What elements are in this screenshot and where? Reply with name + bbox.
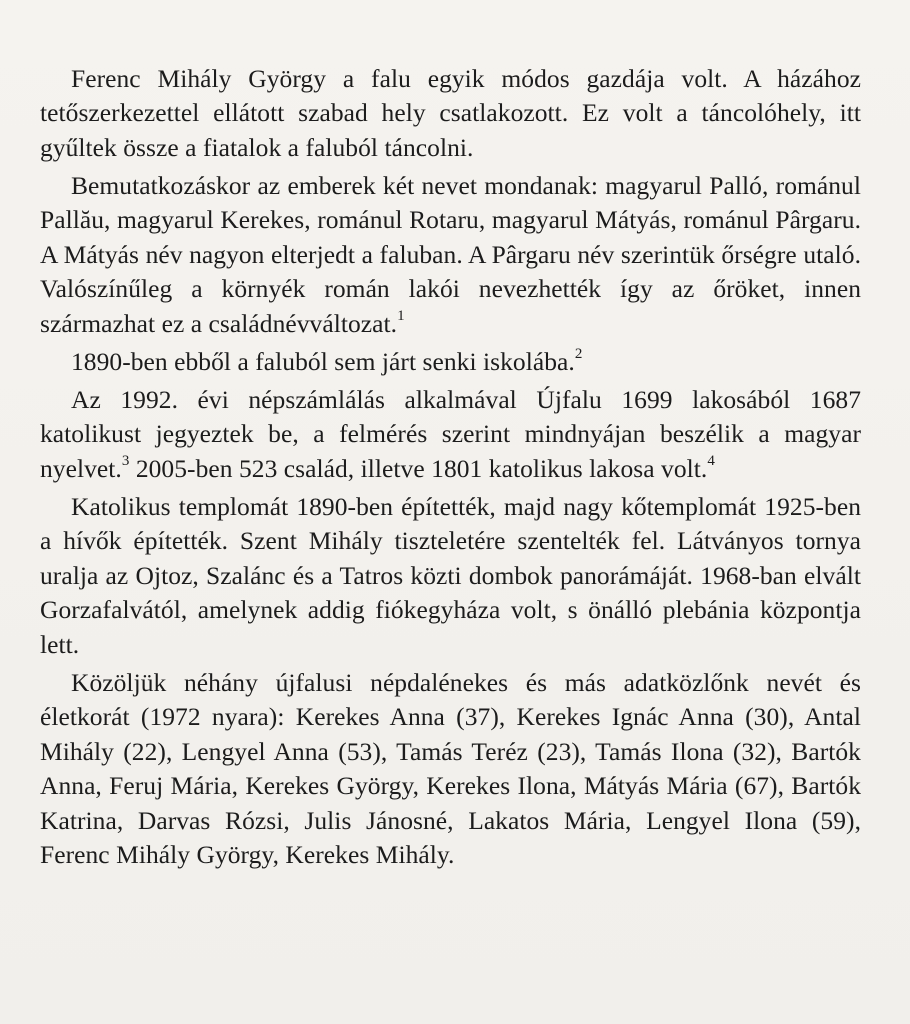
footnote-marker: 1 bbox=[397, 308, 405, 325]
paragraph-text: Bemutatkozáskor az emberek két nevet mondanak: magyarul Palló, románul Pallău, magyarul Kerekes, románul Rotaru, magyarul Mátyás, románul Pârgaru. A Mátyás név nagyon elterjedt a faluban. A Pârgaru név szerintük őrségre utaló. Valószínűleg a környék román lakói nevezhették így az őröket, innen származhat ez a családnévváltozat. bbox=[40, 171, 861, 338]
paragraph bbox=[40, 383, 861, 486]
footnote-marker: 2 bbox=[574, 346, 583, 363]
paragraph bbox=[40, 490, 861, 662]
paragraph bbox=[40, 345, 861, 379]
paragraph-text: 2005-ben 523 család, illetve 1801 katolikus lakosa volt. bbox=[129, 453, 708, 483]
paragraph-text: Katolikus templomát 1890-ben építették, majd nagy kőtemplomát 1925-ben a hívők építették. Szent Mihály tiszteletére szentelték fel. Látványos tornya uralja az Ojtoz, Szalánc és a Tatros közti dombok panorámáját. 1968-ban elvált Gorzafalvától, amelynek addig fiókegyháza volt, s önálló plebánia központja lett. bbox=[40, 492, 861, 659]
paragraph bbox=[40, 169, 861, 341]
footnote-marker: 3 bbox=[121, 453, 130, 470]
paragraph-text: Az 1992. évi népszámlálás alkalmával Újfalu 1699 lakosából 1687 katolikust jegyeztek be, a felmérés szerint mindnyájan beszélik a magyar nyelvet. bbox=[40, 385, 861, 483]
paragraph-text: Ferenc Mihály György a falu egyik módos gazdája volt. A házához tetőszerkezettel ellátott szabad hely csatlakozott. Ez volt a táncolóhely, itt gyűltek össze a fiatalok a faluból táncolni. bbox=[40, 64, 861, 162]
paragraph bbox=[40, 62, 861, 165]
paragraph-text: 1890-ben ebből a faluból sem járt senki iskolába. bbox=[71, 346, 575, 376]
body-text bbox=[40, 62, 861, 876]
footnote-marker: 4 bbox=[707, 453, 715, 470]
paragraph bbox=[40, 666, 861, 872]
paragraph-text: Közöljük néhány újfalusi népdalénekes és más adatközlőnk nevét és életkorát (1972 nyara): Kerekes Anna (37), Kerekes Ignác Anna (30), Antal Mihály (22), Lengyel Anna (53), Tamás Teréz (23), Tamás Ilona (32), Bartók Anna, Feruj Mária, Kerekes György, Kerekes Ilona, Mátyás Mária (67), Bartók Katrina, Darvas Rózsi, Julis Jánosné, Lakatos Mária, Lengyel Ilona (59), Ferenc Mihály György, Kerekes Mihály. bbox=[40, 667, 861, 869]
